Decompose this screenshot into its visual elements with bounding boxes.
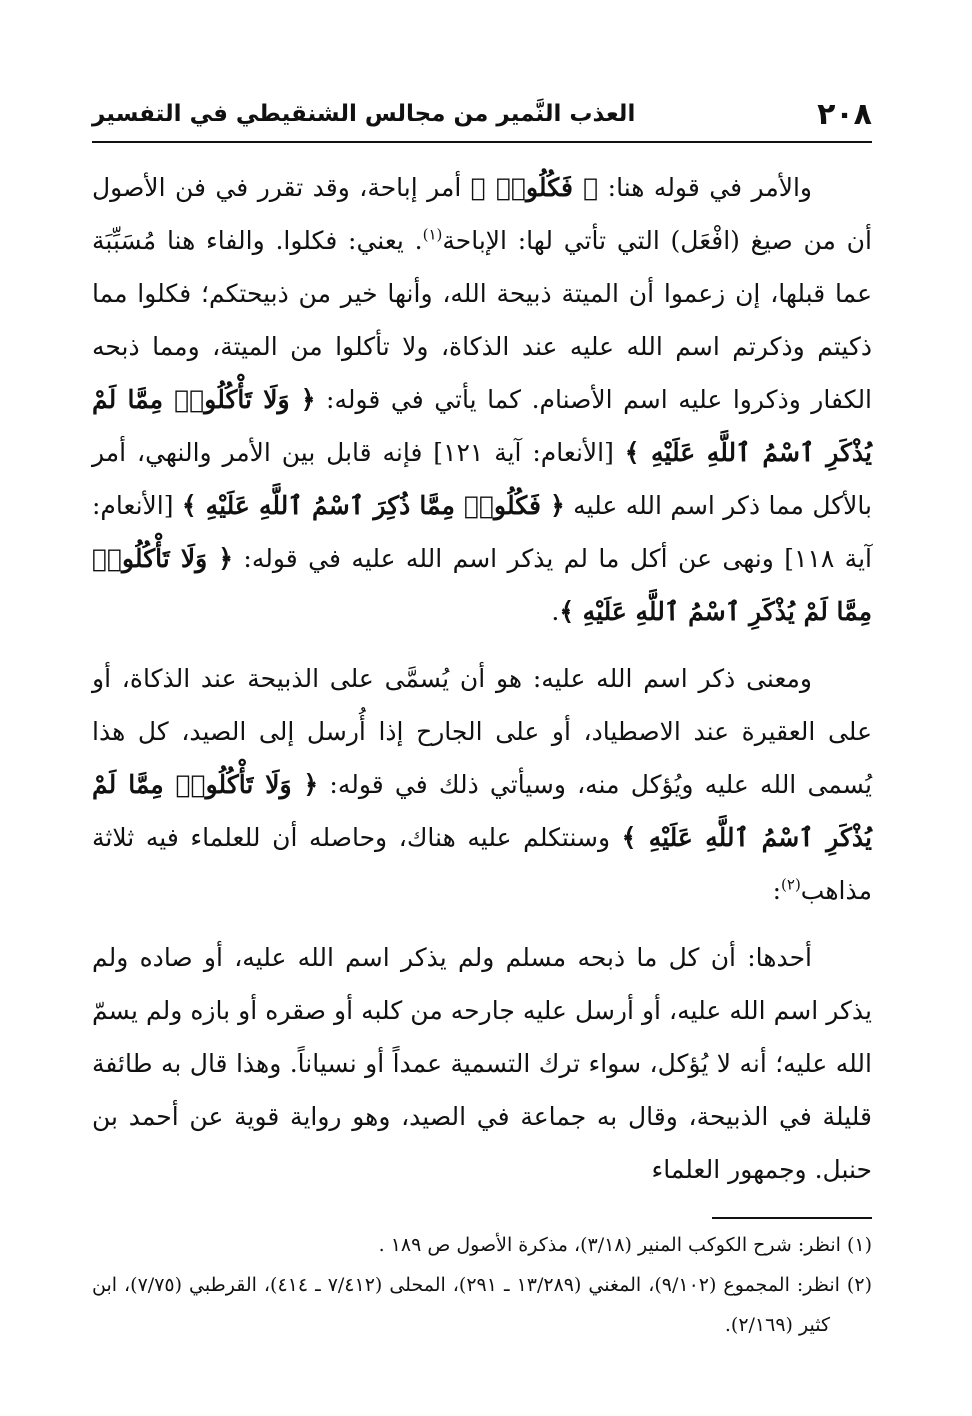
footnotes (92, 1217, 872, 1345)
quran-verse: ﴿ وَلَا تَأْكُلُوا۟ مِمَّا لَمْ يُذْكَرِ ٱسْمُ ٱللَّهِ عَلَيْهِ ﴾ (92, 385, 873, 467)
text-segment: . يعني: فكلوا. والفاء هنا مُسَبِّبَة عما قبلها، إن زعموا أن الميتة ذبيحة الله، وأنها خير من ذبيحتكم؛ فكلوا مما ذكيتم وذكرتم اسم الله عليه عند الذكاة، ولا تأكلوا من الميتة، ومما ذبحه الكفار وذكروا عليه اسم الأصنام. كما يأتي في قوله: (92, 226, 873, 414)
text-segment: [الأنعام: آية ١٢١] فإنه قابل بين الأمر والنهي، أمر بالأكل مما ذكر اسم الله عليه (92, 438, 872, 520)
quran-verse: ﴿ وَلَا تَأْكُلُوا۟ مِمَّا لَمْ يُذْكَرِ ٱسْمُ ٱللَّهِ عَلَيْهِ ﴾ (92, 770, 872, 852)
text-segment: ومعنى ذكر اسم الله عليه: هو أن يُسمَّى على الذبيحة عند الذكاة، أو على العقيرة عند الاصطياد، أو على الجارح إذا أُرسل إلى الصيد، كل هذا يُسمى الله عليه ويُؤكل منه، وسيأتي ذلك في قوله: (92, 664, 872, 799)
main-text (92, 161, 872, 1196)
text-segment: . (551, 597, 560, 626)
text-segment: [الأنعام: آية ١١٨] ونهى عن أكل ما لم يذكر اسم الله عليه في قوله: (92, 491, 872, 573)
footnote-2: (٢) انظر: المجموع (٩/١٠٢)، المغني (١٣/٢٨٩ ـ ٢٩١)، المحلى (٧/٤١٢ ـ ٤١٤)، القرطبي (٧/٧٥)، ابن كثير (٢/١٦٩). (92, 1274, 872, 1336)
text-segment: والأمر في قوله هنا: (598, 173, 812, 202)
text-segment: أمر إباحة، وقد تقرر في فن الأصول أن من صيغ (افْعَل) التي تأتي لها: الإباحة (92, 173, 872, 255)
footnote-1: (١) انظر: شرح الكوكب المنير (٣/١٨)، مذكرة الأصول ص ١٨٩ . (378, 1234, 872, 1256)
book-page (92, 95, 873, 1336)
page-header (92, 95, 872, 143)
page-number: ٢٠٨ (817, 97, 872, 132)
quran-verse: ﴿ فَكُلُوا۟ مِمَّا ذُكِرَ ٱسْمُ ٱللَّهِ عَلَيْهِ ﴾ (181, 491, 565, 520)
text-segment: : (772, 876, 782, 905)
footnote-marker-1: (١) (422, 225, 443, 244)
paragraph-3 (92, 931, 872, 1196)
running-title: العذب النَّمير من مجالس الشنقيطي في التفسير (92, 101, 636, 127)
text-segment: أحدها: أن كل ما ذبحه مسلم ولم يذكر اسم الله عليه، أو صاده ولم يذكر اسم الله عليه، أو أرسل عليه جارحه من كلبه أو صقره أو بازه ولم يسمّ الله عليه؛ أنه لا يُؤكل، سواء ترك التسمية عمداً أو نسياناً. وهذا قال به طائفة قليلة في الذبيحة، وقال به جماعة في الصيد، وهو رواية قوية عن أحمد بن حنبل. وجمهور العلماء (92, 943, 872, 1184)
footnote-marker-2: (٢) (781, 875, 801, 894)
quran-verse: ﴿ وَلَا تَأْكُلُوا۟ مِمَّا لَمْ يُذْكَرِ ٱسْمُ ٱللَّهِ عَلَيْهِ ﴾ (92, 544, 872, 626)
quran-verse: ﴿ فَكُلُوا۟ ﴾ (470, 173, 599, 202)
text-segment: وسنتكلم عليه هناك، وحاصله أن للعلماء فيه ثلاثة مذاهب (92, 823, 872, 905)
paragraph-1 (92, 161, 872, 638)
footnote-divider (712, 1217, 872, 1219)
paragraph-2 (92, 652, 872, 917)
